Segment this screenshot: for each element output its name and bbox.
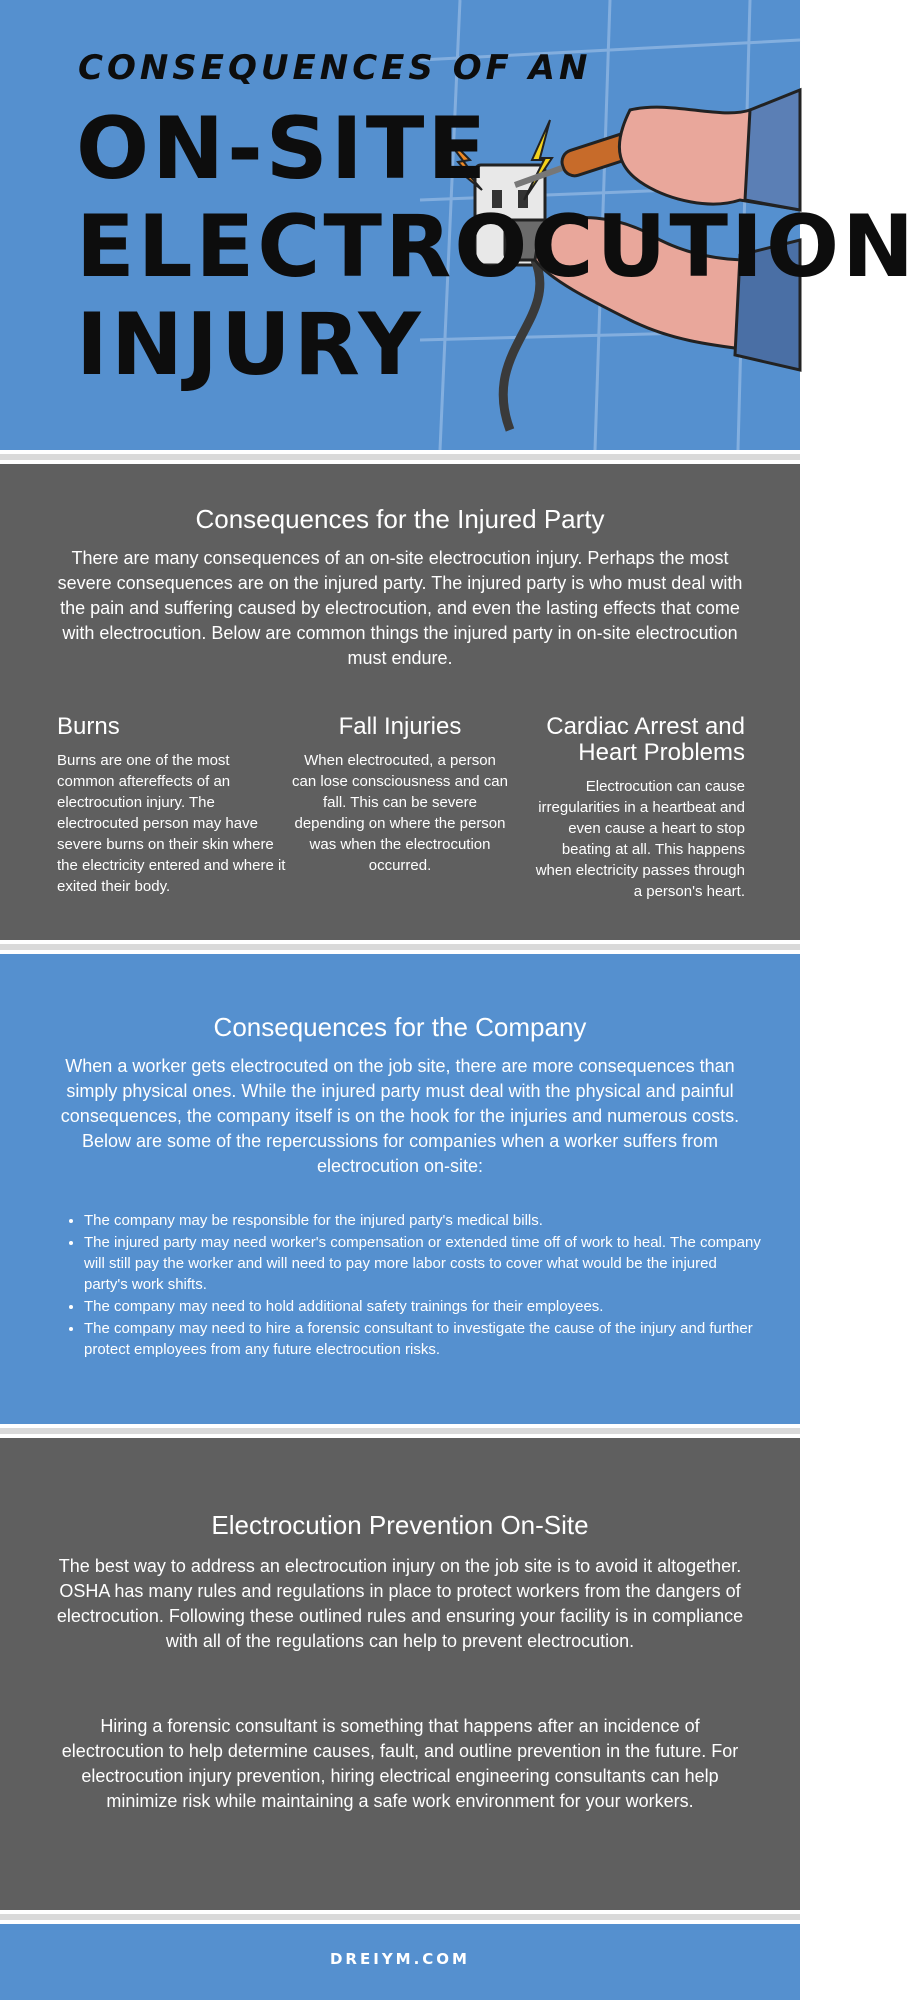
list-item: • The company may need to hold additional safety trainings for their employees. xyxy=(84,1296,764,1317)
fall-injuries-column xyxy=(290,714,510,876)
burns-text: Burns are one of the most common aftereffects of an electrocution injury. The electrocuted person may have severe burns on their skin where the electricity entered and where it exited their body. xyxy=(57,752,286,895)
footer-site-link[interactable]: DREIYM.COM xyxy=(329,1950,470,1968)
footer xyxy=(0,1924,800,2000)
cardiac-text: Electrocution can cause irregularities in a heartbeat and even cause a heart to stop beating at all. This happens when electricity passes through a person's heart. xyxy=(535,778,745,900)
company-intro: When a worker gets electrocuted on the job site, there are more consequences than simply physical ones. While the injured party must deal with the physical and painful consequences, the company itself is on the hook for the injuries and numerous costs. Below are some of the repercussions for companies when a worker suffers from electrocution on-site: xyxy=(60,1056,740,1176)
header-title-line-2: ELECTROCUTION xyxy=(76,197,917,297)
list-item: • The company may need to hire a forensic consultant to investigate the cause of the injury and further protect employees from any future electrocution risks. xyxy=(84,1318,764,1360)
fall-injuries-text: When electrocuted, a person can lose consciousness and can fall. This can be severe depending on where the person was when the electrocution occurred. xyxy=(292,752,508,874)
company-bullet-list xyxy=(60,1210,764,1361)
header-kicker: CONSEQUENCES OF AN xyxy=(78,48,592,88)
injured-party-intro: There are many consequences of an on-site electrocution injury. Perhaps the most severe consequences are on the injured party. The injured party is who must deal with the pain and suffering caused by electrocution, and even the lasting effects that come with electrocution. Below are common things the injured party in on-site electrocution must endure. xyxy=(57,548,743,668)
prevention-title: Electrocution Prevention On-Site xyxy=(211,1510,589,1540)
section-divider xyxy=(0,940,800,954)
cardiac-title: Cardiac Arrest and Heart Problems xyxy=(546,713,745,766)
prevention-paragraph-1: The best way to address an electrocution injury on the job site is to avoid it altogether. OSHA has many rules and regulations in place to protect workers from the dangers of electrocution. Following these outlined rules and ensuring your facility is in compliance with all of the regulations can help to prevent electrocution. xyxy=(56,1556,744,1651)
prevention-section xyxy=(0,1438,800,1910)
list-item: • The company may be responsible for the injured party's medical bills. xyxy=(84,1210,764,1231)
list-item: • The injured party may need worker's compensation or extended time off of work to heal. The company will still pay the worker and will need to pay more labor costs to cover what would be the injured party's work shifts. xyxy=(84,1232,764,1295)
header-title-line-3: INJURY xyxy=(76,295,424,395)
header-title-line-1: ON-SITE xyxy=(76,99,490,199)
fall-injuries-title: Fall Injuries xyxy=(338,713,462,740)
burns-title: Burns xyxy=(57,713,120,740)
prevention-paragraph-2: Hiring a forensic consultant is something that happens after an incidence of electrocution to help determine causes, fault, and outline prevention in the future. For electrocution injury prevention, hiring electrical engineering consultants can help minimize risk while maintaining a safe work environment for your workers. xyxy=(61,1716,739,1811)
header-title xyxy=(76,99,917,395)
cardiac-column xyxy=(525,714,745,902)
section-divider xyxy=(0,1910,800,1924)
company-title: Consequences for the Company xyxy=(213,1012,587,1042)
injured-party-title: Consequences for the Injured Party xyxy=(195,504,605,534)
section-divider xyxy=(0,1424,800,1438)
header-banner xyxy=(0,0,917,450)
injured-party-section xyxy=(0,464,800,940)
burns-column xyxy=(57,714,287,897)
company-section xyxy=(0,954,800,1424)
section-divider xyxy=(0,450,800,464)
